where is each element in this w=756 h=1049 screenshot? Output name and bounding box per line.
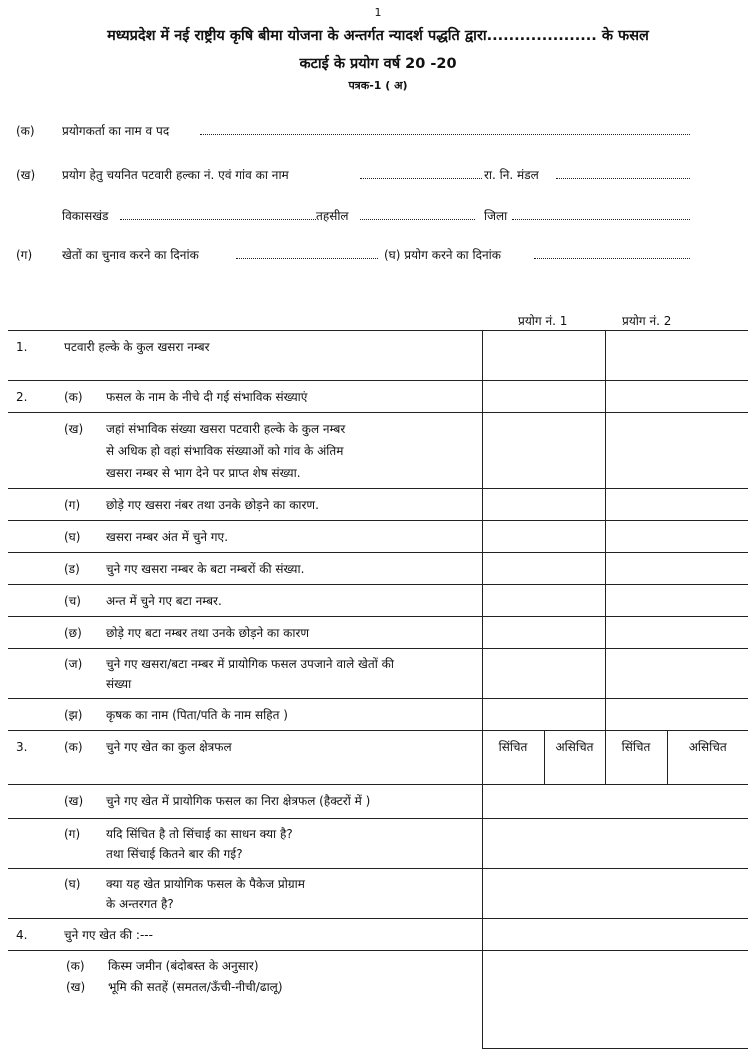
row-4-sub-cell[interactable] [482,951,748,1049]
field-tehsil-label: तहसील [316,209,349,223]
row-2-da-exp2-cell[interactable] [605,553,748,585]
row-3-ka-label: 3. (क) चुने गए खेत का कुल क्षेत्रफल [8,731,482,785]
row-2-kha-exp1-cell[interactable] [482,413,605,489]
field-ka-marker: (क) [16,124,35,138]
field-rani-input[interactable] [556,166,690,179]
row-2-ja-exp1-cell[interactable] [482,649,605,699]
field-ga-marker: (ग) [16,248,33,262]
experiment-2-header: प्रयोग नं. 2 [622,314,672,328]
exp1-irrigated-header: सिंचित [482,731,544,785]
row-3-gha-cell[interactable] [482,869,748,919]
row-2-ka-exp1-cell[interactable] [482,381,605,413]
field-experimenter-input[interactable] [200,122,690,135]
row-2-kha-label: (ख) जहां संभाविक संख्या खसरा पटवारी हल्के के कुल नम्बर से अधिक हो वहां संभाविक संख्याओं को गांव के अंतिम खसरा नम्बर से भाग देने पर प्राप्त शेष संख्या. [8,413,482,489]
exp1-unirrigated-header: असिचित [544,731,605,785]
field-experiment-date-label: (घ) प्रयोग करने का दिनांक [384,248,501,262]
row-2-cha-exp1-cell[interactable] [482,585,605,617]
row-2-chha-label: (छ) छोड़े गए बटा नम्बर तथा उनके छोड़ने का कारण [8,617,482,649]
field-selection-date-label: खेतों का चुनाव करने का दिनांक [62,248,199,262]
row-2-ga-label: (ग) छोड़े गए खसरा नंबर तथा उनके छोड़ने का कारण. [8,489,482,521]
row-2-ka-exp2-cell[interactable] [605,381,748,413]
field-vikas-label: विकासखंड [62,209,109,223]
field-experimenter-label: प्रयोगकर्ता का नाम व पद [62,124,170,138]
field-zila-label: जिला [484,209,508,223]
row-2-kha-exp2-cell[interactable] [605,413,748,489]
row-3-kha-label: (ख) चुने गए खेत में प्रायोगिक फसल का निरा क्षेत्रफल (हैक्टरों में ) [8,785,482,819]
field-tehsil-input[interactable] [360,207,475,220]
row-2-ga-exp1-cell[interactable] [482,489,605,521]
row-2-gha-exp2-cell[interactable] [605,521,748,553]
field-patwari-input[interactable] [360,166,482,179]
row-2-ga-exp2-cell[interactable] [605,489,748,521]
row-4-label: 4. चुने गए खेत की :--- [8,919,482,951]
row-2-jha-label: (झ) कृषक का नाम (पिता/पति के नाम सहित ) [8,699,482,731]
row-2-ka-label: 2. (क) फसल के नाम के नीचे दी गई संभाविक संख्याएं [8,381,482,413]
row-1-exp1-cell[interactable] [482,331,605,381]
row-2-cha-exp2-cell[interactable] [605,585,748,617]
row-2-ja-label: (ज) चुने गए खसरा/बटा नम्बर में प्रायोगिक फसल उपजाने वाले खेतों की संख्या [8,649,482,699]
row-1-exp2-cell[interactable] [605,331,748,381]
form-code: पत्रक-1 ( अ) [348,79,408,92]
field-kha-marker: (ख) [16,168,36,182]
row-2-jha-exp1-cell[interactable] [482,699,605,731]
row-1-label: 1. पटवारी हल्के के कुल खसरा नम्बर [8,331,482,381]
row-2-da-label: (ड) चुने गए खसरा नम्बर के बटा नम्बरों की संख्या. [8,553,482,585]
row-2-gha-exp1-cell[interactable] [482,521,605,553]
form-title-line2: कटाई के प्रयोग वर्ष 20 -20 [299,56,457,72]
row-4-cell[interactable] [482,919,748,951]
row-2-jha-exp2-cell[interactable] [605,699,748,731]
field-zila-input[interactable] [512,207,690,220]
page-number: 1 [374,6,382,19]
field-patwari-label: प्रयोग हेतु चयनित पटवारी हल्का नं. एवं गांव का नाम [62,168,289,182]
row-2-da-exp1-cell[interactable] [482,553,605,585]
experiment-table [8,330,748,1049]
exp2-unirrigated-header: असिचित [667,731,748,785]
field-vikas-input[interactable] [120,207,316,220]
row-2-chha-exp2-cell[interactable] [605,617,748,649]
row-3-ga-cell[interactable] [482,819,748,869]
row-2-gha-label: (घ) खसरा नम्बर अंत में चुने गए. [8,521,482,553]
field-selection-date-input[interactable] [236,246,378,259]
exp2-irrigated-header: सिंचित [605,731,667,785]
row-3-kha-cell[interactable] [482,785,748,819]
field-experiment-date-input[interactable] [534,246,690,259]
row-2-cha-label: (च) अन्त में चुने गए बटा नम्बर. [8,585,482,617]
experiment-1-header: प्रयोग नं. 1 [518,314,568,328]
row-3-gha-label: (घ) क्या यह खेत प्रायोगिक फसल के पैकेज प्रोग्राम के अन्तरगत है? [8,869,482,919]
row-3-ga-label: (ग) यदि सिंचित है तो सिंचाई का साधन क्या है? तथा सिंचाई कितने बार की गई? [8,819,482,869]
row-2-chha-exp1-cell[interactable] [482,617,605,649]
form-title-line1: मध्यप्रदेश में नई राष्ट्रीय कृषि बीमा योजना के अन्तर्गत न्यादर्श पद्धति द्वारा.................... के फसल [107,28,649,44]
row-2-ja-exp2-cell[interactable] [605,649,748,699]
row-4-sub-labels: (क) किस्म जमीन (बंदोबस्त के अनुसार) (ख) भूमि की सतहें (समतल/ऊँची-नीची/ढालू) [8,951,482,1049]
field-rani-label: रा. नि. मंडल [484,168,539,182]
